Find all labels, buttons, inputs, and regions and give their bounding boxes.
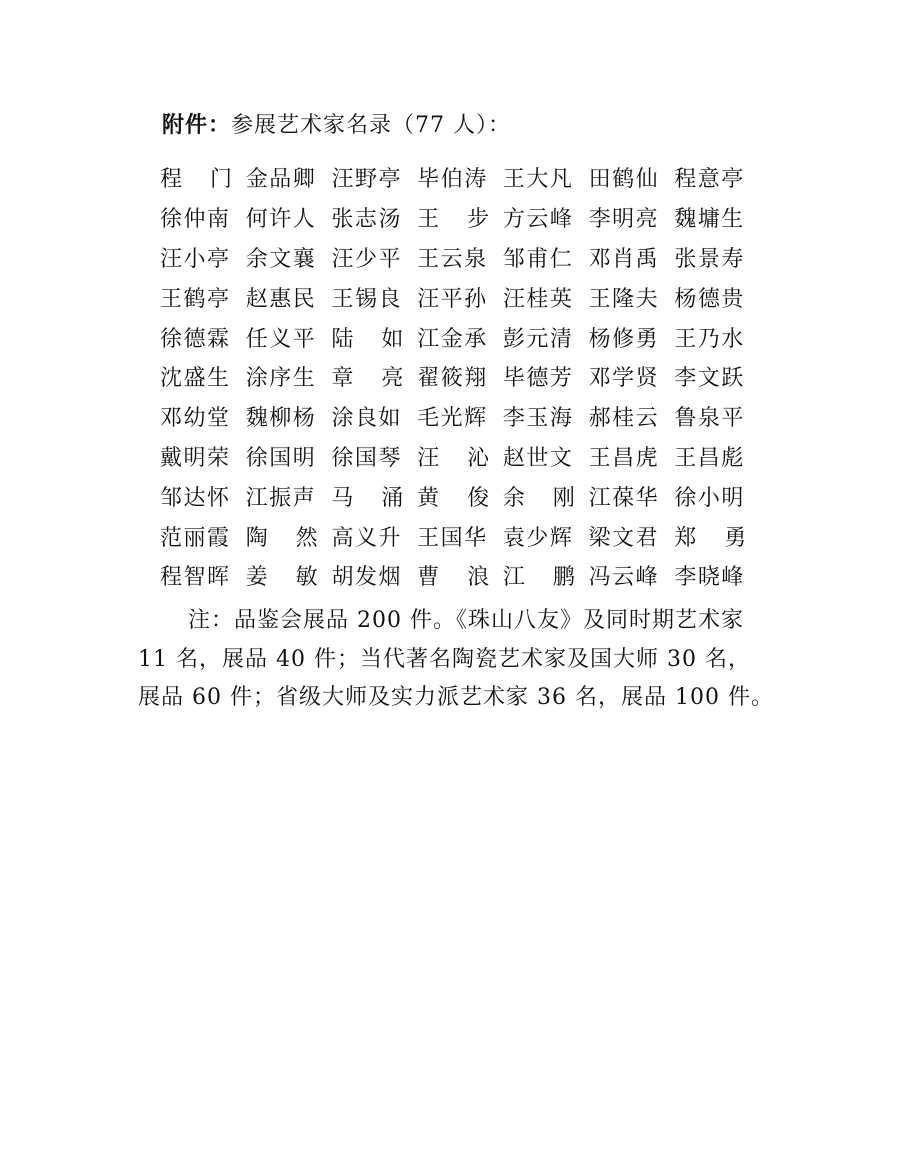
artist-name: 邓幼堂	[160, 406, 231, 432]
artist-name: 陶 然	[245, 525, 320, 551]
artist-name: 王隆夫	[588, 286, 660, 312]
artist-name: 邹甫仁	[502, 246, 574, 272]
artist-name: 金品卿	[245, 167, 317, 193]
artist-name: 何许人	[245, 207, 317, 233]
artist-name: 余 刚	[502, 485, 577, 511]
name-row	[160, 238, 760, 278]
name-row	[160, 198, 760, 238]
name-row	[160, 158, 760, 198]
artist-name: 郑 勇	[674, 525, 748, 551]
artist-name: 毕德芳	[502, 366, 574, 392]
artist-name: 徐国明	[245, 445, 317, 471]
artist-name: 杨修勇	[588, 326, 660, 352]
attachment-label: 附件：	[162, 112, 232, 138]
artist-name: 江金承	[417, 326, 488, 352]
artist-name: 涂序生	[245, 366, 317, 392]
artist-name: 田鹤仙	[588, 167, 660, 193]
artist-name: 陆 如	[331, 326, 405, 352]
artist-name: 胡发烟	[331, 565, 402, 591]
artist-name: 王鹤亭	[160, 286, 231, 312]
artist-name: 王大凡	[502, 167, 574, 193]
artist-name: 魏柳杨	[245, 406, 317, 432]
artist-name: 冯云峰	[588, 565, 660, 591]
name-row	[160, 556, 760, 596]
artist-name: 徐德霖	[160, 326, 231, 352]
artist-name: 马 涌	[331, 485, 405, 511]
artist-name: 程意亭	[674, 167, 745, 193]
artist-name: 高义升	[331, 525, 402, 551]
artist-name: 黄 俊	[417, 485, 491, 511]
artist-name: 王国华	[417, 525, 488, 551]
artist-name: 梁文君	[588, 525, 660, 551]
name-row	[160, 476, 760, 516]
note-line: 11 名，展品 40 件；当代著名陶瓷艺术家及国大师 30 名，	[138, 646, 751, 672]
artist-name: 徐小明	[674, 485, 745, 511]
artist-name: 方云峰	[502, 207, 574, 233]
artist-name: 邹达怀	[160, 485, 231, 511]
name-row	[160, 317, 760, 357]
artist-name: 涂良如	[331, 406, 402, 432]
artist-name: 郝桂云	[588, 406, 660, 432]
artist-name: 汪少平	[331, 246, 402, 272]
attachment-title: 参展艺术家名录（77 人）：	[231, 113, 512, 138]
artist-name: 王昌彪	[674, 445, 745, 471]
artist-name: 范丽霞	[160, 525, 231, 551]
artist-name: 赵世文	[502, 445, 574, 471]
artist-name: 毛光辉	[417, 406, 488, 432]
artist-name: 王乃水	[674, 326, 745, 352]
artist-name: 袁少辉	[502, 525, 574, 551]
artist-name: 江 鹏	[502, 565, 577, 591]
artist-name: 鲁泉平	[674, 406, 745, 432]
artist-name: 邓学贤	[588, 366, 660, 392]
artist-name: 邓肖禹	[588, 246, 660, 272]
artist-name: 汪小亭	[160, 246, 231, 272]
artist-name: 魏墉生	[674, 207, 745, 233]
artist-name: 曹 浪	[417, 565, 491, 591]
note-line: 注：品鉴会展品 200 件。《珠山八友》及同时期艺术家	[188, 608, 744, 633]
artist-name: 赵惠民	[245, 286, 317, 312]
artist-name: 李明亮	[588, 207, 660, 233]
artist-name: 李文跃	[674, 366, 745, 392]
exhibit-note	[138, 602, 778, 718]
artist-name: 姜 敏	[245, 565, 320, 591]
artist-name: 张景寿	[674, 246, 745, 272]
artist-name: 程 门	[160, 167, 234, 193]
artist-name: 程智晖	[160, 565, 231, 591]
artist-name: 江振声	[245, 485, 317, 511]
artist-name: 汪 沁	[417, 445, 491, 471]
name-row	[160, 277, 760, 317]
artist-name: 翟筱翔	[417, 366, 488, 392]
artist-name: 毕伯涛	[417, 167, 488, 193]
artist-name: 徐仲南	[160, 207, 231, 233]
artist-name: 汪桂英	[502, 286, 574, 312]
attachment-heading	[162, 108, 511, 139]
name-row	[160, 357, 760, 397]
name-row	[160, 516, 760, 556]
artist-name: 徐国琴	[331, 445, 402, 471]
artist-name: 江葆华	[588, 485, 660, 511]
artist-name: 彭元清	[502, 326, 574, 352]
artist-name: 汪平孙	[417, 286, 488, 312]
artist-name: 沈盛生	[160, 366, 231, 392]
name-row	[160, 397, 760, 437]
artist-name: 王昌虎	[588, 445, 660, 471]
artist-name: 王锡良	[331, 286, 402, 312]
artist-name: 李玉海	[502, 406, 574, 432]
artist-name: 余文襄	[245, 246, 317, 272]
artist-name: 张志汤	[331, 207, 402, 233]
artist-name-list	[160, 158, 760, 596]
artist-name: 李晓峰	[674, 565, 745, 591]
note-line: 展品 60 件；省级大师及实力派艺术家 36 名，展品 100 件。	[138, 685, 774, 710]
name-row	[160, 437, 760, 477]
artist-name: 王 步	[417, 207, 491, 233]
artist-name: 章 亮	[331, 366, 405, 392]
artist-name: 任义平	[245, 326, 317, 352]
artist-name: 戴明荣	[160, 445, 231, 471]
artist-name: 王云泉	[417, 246, 488, 272]
artist-name: 汪野亭	[331, 167, 402, 193]
artist-name: 杨德贵	[674, 286, 745, 312]
